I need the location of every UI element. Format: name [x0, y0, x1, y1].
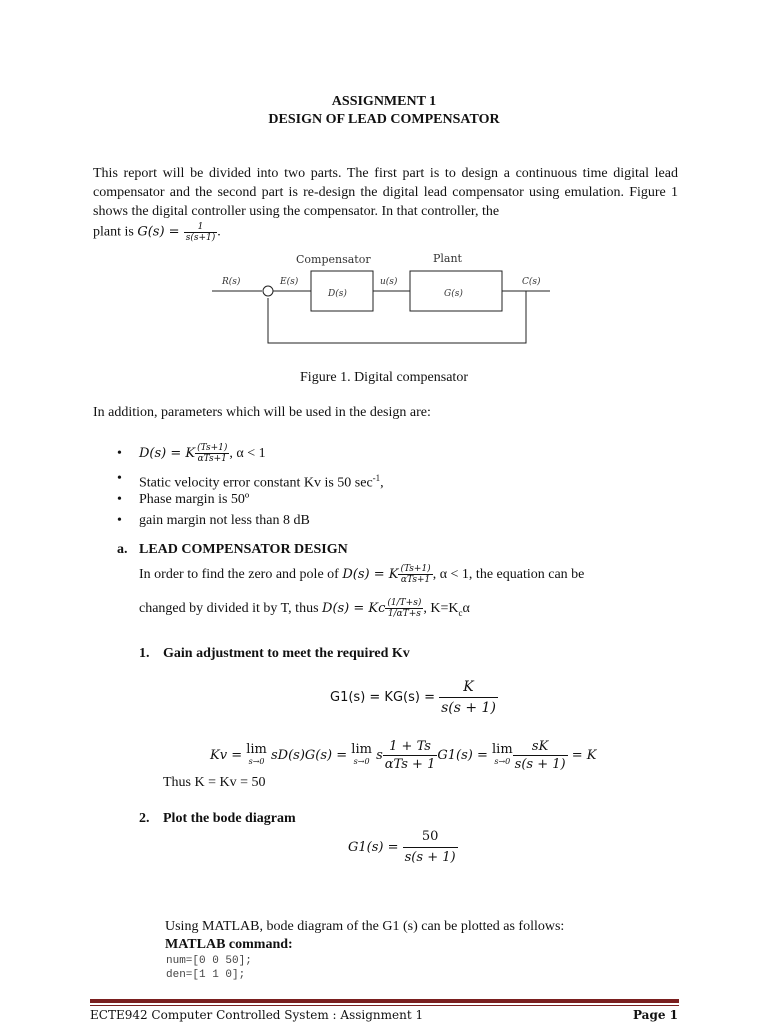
kv-denominator-1: αTs + 1	[384, 757, 436, 773]
lim-sub-1: s→0	[248, 756, 265, 766]
signal-c-label: C(s)	[522, 277, 541, 287]
lim-word-3: lim	[492, 741, 513, 757]
kv-term-d: = K	[567, 748, 597, 763]
signal-e-label: E(s)	[280, 277, 299, 287]
page-number: Page 1	[632, 1008, 678, 1022]
section-a-fraction-1	[398, 564, 432, 585]
g1-lhs: G1(s) = KG(s) =	[330, 690, 440, 705]
plant-line	[93, 222, 221, 243]
kv-fraction-1	[383, 738, 438, 773]
kv-numerator-1: 1 + Ts	[383, 738, 438, 756]
section-a-d-function: D(s) = K	[342, 567, 399, 582]
lim-1	[246, 741, 267, 768]
equation-g1-50	[348, 826, 458, 870]
g1-50-lhs: G1(s) =	[348, 840, 403, 855]
g1-50-denominator: s(s + 1)	[404, 850, 456, 866]
equation-kv	[210, 734, 596, 778]
block-d-label: D(s)	[328, 289, 347, 299]
equation-g1	[330, 676, 498, 720]
lim-word-1: lim	[246, 741, 267, 757]
footer-title: ECTE942 Computer Controlled System : Assignment 1	[90, 1008, 424, 1022]
kv-fraction-2	[513, 738, 568, 773]
section-a-alpha: α	[462, 601, 470, 616]
kv-text: Static velocity error constant Kv is 50 sec	[139, 475, 373, 491]
matlab-code-line-1: num=[0 0 50];	[166, 955, 252, 967]
section-a-label: a.	[117, 542, 128, 557]
d-fraction	[195, 443, 229, 464]
section-a-numerator-2: (1/T+s)	[387, 598, 422, 609]
section-a-text-3: changed by divided it by T, thus	[139, 601, 323, 616]
matlab-heading: MATLAB command:	[165, 937, 293, 952]
g1-50-fraction	[403, 827, 458, 868]
title-line-1: ASSIGNMENT 1	[331, 94, 437, 109]
kv-lhs: Kv =	[210, 748, 247, 763]
section-a-denominator-1: αTs+1	[400, 575, 431, 586]
plant-label: Plant	[433, 252, 462, 265]
list-item	[117, 440, 677, 468]
bullet: •	[117, 492, 122, 507]
bullet: •	[117, 446, 122, 461]
compensator-label: Compensator	[296, 253, 371, 266]
section-a-subscript: c	[458, 607, 463, 618]
lim-sub-2: s→0	[353, 756, 370, 766]
section-a-fraction-2	[385, 598, 423, 619]
figure-caption: Figure 1. Digital compensator	[300, 370, 468, 385]
lim-sub-3: s→0	[494, 756, 511, 766]
kv-term-a: sD(s)G(s) =	[266, 748, 352, 763]
params-intro: In addition, parameters which will be used in the design are:	[93, 405, 431, 420]
g1-denominator: s(s + 1)	[441, 700, 496, 717]
kv-denominator-2: s(s + 1)	[514, 757, 566, 773]
section-a-line-2	[139, 592, 679, 626]
footer-rule-thin	[90, 1005, 679, 1006]
section-a-heading: LEAD COMPENSATOR DESIGN	[139, 542, 348, 557]
plant-denominator: s(s+1)	[185, 233, 216, 243]
summing-junction	[263, 286, 273, 296]
title-line-2: DESIGN OF LEAD COMPENSATOR	[268, 112, 500, 127]
kv-term-b: s	[371, 748, 383, 763]
lim-word-2: lim	[351, 741, 372, 757]
plant-numerator: 1	[184, 222, 218, 233]
plant-prefix: plant is	[93, 224, 138, 240]
d-function: D(s) = K	[139, 446, 196, 461]
plant-fraction	[184, 222, 218, 243]
matlab-intro: Using MATLAB, bode diagram of the G1 (s) can be plotted as follows:	[165, 919, 565, 934]
section-a-text-1: In order to find the zero and pole of	[139, 567, 343, 582]
params-list	[117, 440, 677, 531]
step-1-heading: Gain adjustment to meet the required Kv	[163, 646, 410, 661]
list-item	[117, 468, 677, 489]
kv-term-c: G1(s) =	[437, 748, 492, 763]
signal-r-label: R(s)	[222, 277, 241, 287]
section-a-text-2: , α < 1, the equation can be	[432, 567, 585, 582]
list-item	[117, 510, 677, 531]
intro-text: This report will be divided into two parts. The first part is to design a continuous time digital lead compensator and the second part is re-design the digital lead compensator using emulation. Figure 1 shows the digital controller using the compensator. In that controller, the	[93, 166, 678, 219]
plant-function: G(s) =	[137, 224, 184, 240]
lim-2	[351, 741, 372, 768]
step-2-heading: Plot the bode diagram	[163, 811, 296, 826]
g1-numerator: K	[439, 677, 498, 698]
block-diagram	[210, 246, 560, 350]
kv-numerator-2: sK	[513, 738, 568, 756]
thus-k-line: Thus K = Kv = 50	[163, 775, 266, 790]
footer-rule	[90, 999, 679, 1003]
section-a-dkc-function: D(s) = Kc	[322, 601, 386, 616]
phase-margin-text: Phase margin is 50º	[139, 492, 250, 507]
step-1-label: 1.	[139, 646, 150, 661]
matlab-code-line-2: den=[1 1 0];	[166, 969, 246, 981]
step-2-label: 2.	[139, 811, 150, 826]
block-g-label: G(s)	[444, 289, 463, 299]
lim-3	[492, 741, 513, 768]
signal-u-label: u(s)	[380, 277, 398, 287]
list-item	[117, 489, 677, 510]
d-denominator: αTs+1	[197, 454, 227, 465]
g1-fraction	[439, 677, 498, 718]
gain-margin-text: gain margin not less than 8 dB	[139, 513, 310, 528]
intro-paragraph	[93, 164, 678, 221]
section-a-denominator-2: 1/αT+s	[387, 609, 421, 620]
section-a-numerator-1: (Ts+1)	[400, 564, 431, 575]
kv-tail: ,	[380, 475, 384, 491]
plant-suffix: .	[217, 224, 221, 240]
g1-50-numerator: 50	[403, 827, 458, 848]
d-numerator: (Ts+1)	[197, 443, 228, 454]
bullet: •	[117, 471, 122, 486]
kv-exponent: -1	[372, 473, 381, 483]
d-tail: , α < 1	[229, 446, 266, 461]
section-a-text-4: , K=K	[423, 601, 459, 616]
section-a-line-1	[139, 560, 679, 590]
bullet: •	[117, 513, 122, 528]
